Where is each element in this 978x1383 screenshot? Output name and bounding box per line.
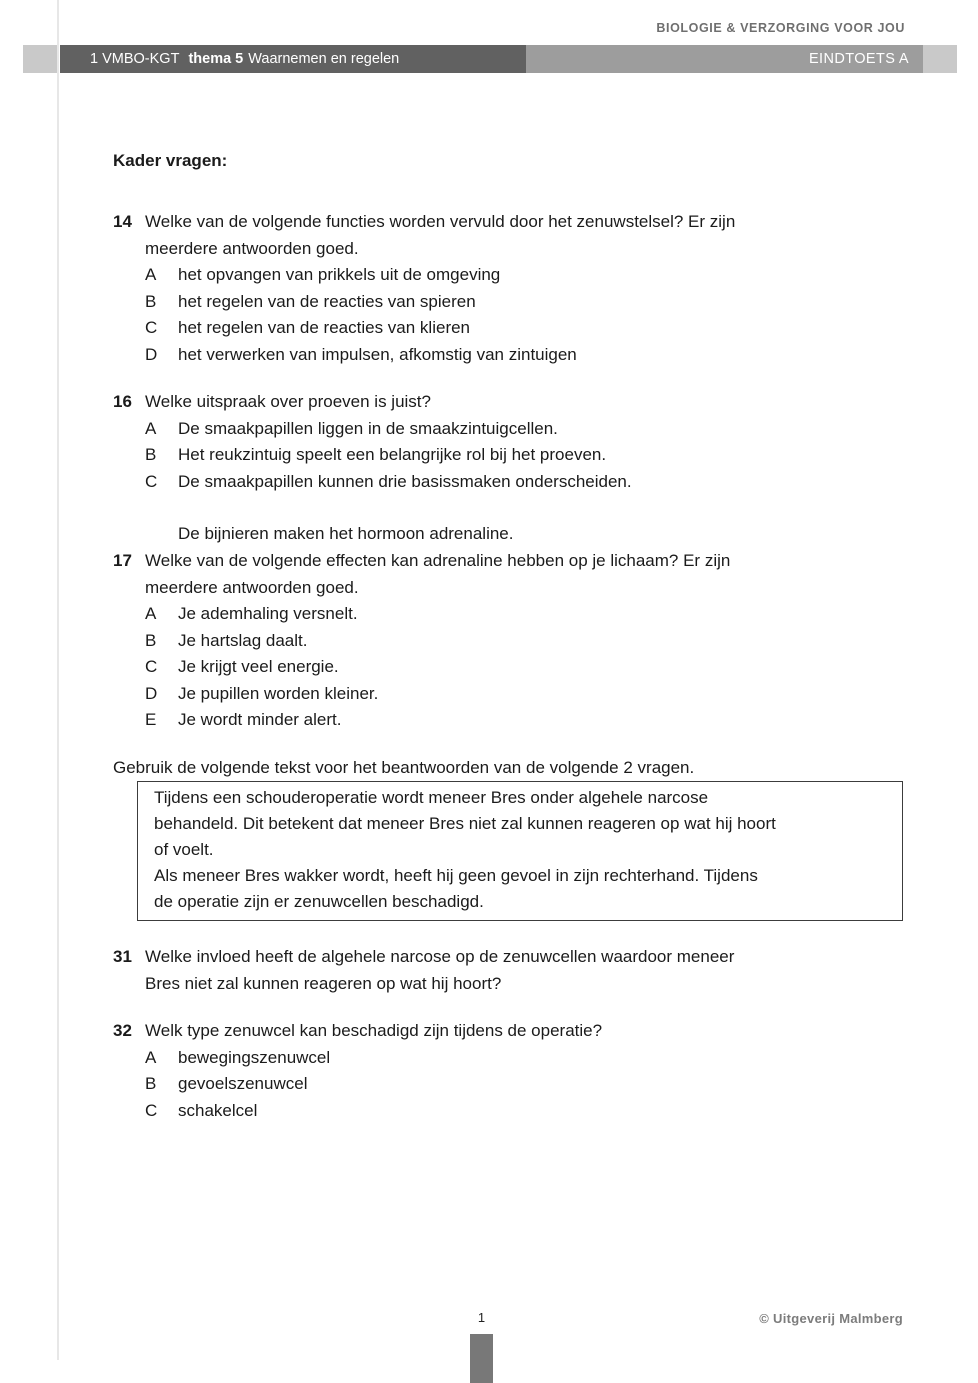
question-text: Welk type zenuwcel kan beschadigd zijn tijdens de operatie? bbox=[145, 1021, 603, 1040]
option-text: Je wordt minder alert. bbox=[178, 710, 342, 729]
question-number: 16 bbox=[113, 392, 132, 411]
option-row bbox=[145, 342, 859, 369]
option-row bbox=[145, 681, 859, 708]
option-letter: B bbox=[145, 1074, 157, 1093]
option-letter: B bbox=[145, 445, 157, 464]
option-row bbox=[145, 289, 859, 316]
question-number: 32 bbox=[113, 1021, 132, 1040]
option-letter: D bbox=[145, 344, 158, 364]
source-paragraph: Tijdens een schouderoperatie wordt meneer Bres onder algehele narcose behandeld. Dit betekent dat meneer Bres niet zal kunnen reageren op wat hij hoort of voelt. bbox=[154, 788, 776, 859]
question-14 bbox=[113, 209, 859, 368]
source-paragraph: Als meneer Bres wakker wordt, heeft hij geen gevoel in zijn rechterhand. Tijdens de operatie zijn er zenuwcellen beschadigd. bbox=[154, 866, 758, 911]
option-row bbox=[145, 1045, 859, 1072]
option-text: het opvangen van prikkels uit de omgeving bbox=[178, 265, 501, 284]
option-row bbox=[145, 469, 859, 496]
options-list bbox=[145, 1045, 859, 1125]
option-row bbox=[145, 601, 859, 628]
option-letter: C bbox=[145, 471, 158, 491]
test-label: EINDTOETS A bbox=[808, 51, 909, 67]
option-text: het regelen van de reacties van spieren bbox=[178, 291, 476, 311]
option-text: gevoelszenuwcel bbox=[178, 1074, 308, 1093]
option-text: het verwerken van impulsen, afkomstig van zintuigen bbox=[178, 344, 577, 364]
question-text: Welke invloed heeft de algehele narcose op de zenuwcellen waardoor meneer Bres niet zal kunnen reageren op wat hij hoort? bbox=[145, 947, 735, 993]
option-letter: C bbox=[145, 1100, 158, 1120]
option-letter: E bbox=[145, 710, 157, 729]
option-row bbox=[145, 628, 859, 655]
question-17 bbox=[113, 548, 859, 734]
page-tab-marker bbox=[470, 1334, 493, 1383]
page-fold-line bbox=[57, 0, 59, 1360]
header-bar-left-cap bbox=[23, 45, 57, 73]
option-text: De smaakpapillen liggen in de smaakzintuigcellen. bbox=[178, 418, 558, 438]
question-16 bbox=[113, 389, 859, 495]
option-letter: A bbox=[145, 265, 157, 284]
option-row bbox=[145, 416, 859, 443]
option-row bbox=[145, 315, 859, 342]
header-bar-right-cap bbox=[923, 45, 957, 73]
options-list bbox=[145, 601, 859, 734]
question-17-intro: De bijnieren maken het hormoon adrenaline. bbox=[178, 524, 514, 543]
question-number: 17 bbox=[113, 551, 132, 570]
option-row bbox=[145, 262, 859, 289]
option-row bbox=[145, 654, 859, 681]
option-row bbox=[145, 1071, 859, 1098]
chapter-theme: thema 5 bbox=[188, 51, 244, 67]
question-text: Welke van de volgende effecten kan adrenaline hebben op je lichaam? Er zijn meerdere antwoorden goed. bbox=[145, 551, 731, 597]
page-number: 1 bbox=[477, 1310, 486, 1325]
option-text: De smaakpapillen kunnen drie basissmaken onderscheiden. bbox=[178, 471, 632, 491]
option-row bbox=[145, 707, 859, 734]
question-32 bbox=[113, 1018, 859, 1124]
copyright-notice: © Uitgeverij Malmberg bbox=[759, 1311, 903, 1326]
option-text: Je pupillen worden kleiner. bbox=[178, 683, 379, 703]
option-letter: A bbox=[145, 1047, 157, 1067]
option-text: Je krijgt veel energie. bbox=[178, 657, 339, 676]
option-letter: D bbox=[145, 683, 158, 703]
instruction-note: Gebruik de volgende tekst voor het beantwoorden van de volgende 2 vragen. bbox=[113, 758, 695, 777]
options-list bbox=[145, 262, 859, 368]
header-bar-test-label bbox=[526, 45, 923, 73]
option-letter: B bbox=[145, 291, 157, 311]
section-title: Kader vragen: bbox=[113, 151, 228, 170]
option-text: Je ademhaling versnelt. bbox=[178, 604, 358, 623]
option-text: Je hartslag daalt. bbox=[178, 630, 308, 650]
source-text-box bbox=[137, 781, 903, 921]
option-text: bewegingszenuwcel bbox=[178, 1047, 331, 1067]
header-bar-chapter bbox=[60, 45, 526, 73]
options-list bbox=[145, 416, 859, 496]
chapter-level: 1 VMBO-KGT bbox=[90, 51, 180, 67]
chapter-name: Waarnemen en regelen bbox=[248, 51, 400, 67]
option-letter: A bbox=[145, 604, 157, 623]
option-text: Het reukzintuig speelt een belangrijke rol bij het proeven. bbox=[178, 445, 607, 464]
question-text: Welke van de volgende functies worden vervuld door het zenuwstelsel? Er zijn meerdere antwoorden goed. bbox=[145, 212, 736, 258]
question-text: Welke uitspraak over proeven is juist? bbox=[145, 392, 431, 411]
question-number: 14 bbox=[113, 212, 132, 231]
option-letter: C bbox=[145, 318, 158, 337]
question-31 bbox=[113, 944, 859, 997]
option-row bbox=[145, 1098, 859, 1125]
brand-title: BIOLOGIE & VERZORGING VOOR JOU bbox=[656, 21, 905, 35]
option-letter: B bbox=[145, 630, 157, 650]
option-row bbox=[145, 442, 859, 469]
option-text: schakelcel bbox=[178, 1100, 258, 1120]
option-letter: C bbox=[145, 657, 158, 676]
option-letter: A bbox=[145, 418, 157, 438]
option-text: het regelen van de reacties van klieren bbox=[178, 318, 471, 337]
question-number: 31 bbox=[113, 947, 132, 966]
